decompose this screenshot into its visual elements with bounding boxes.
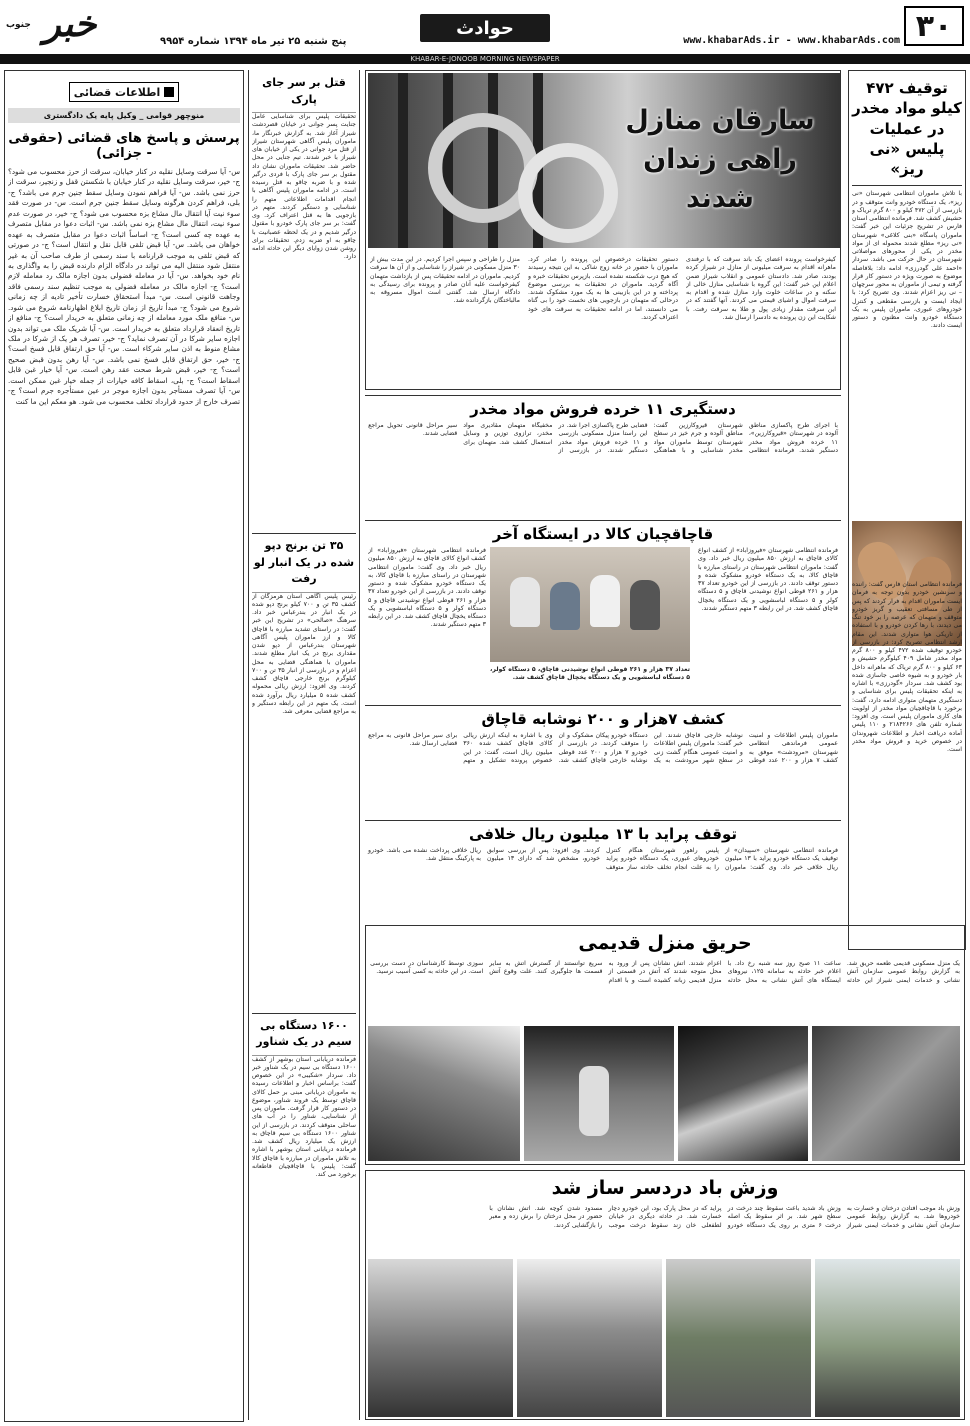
story-fire — [365, 925, 965, 1165]
newspaper-logo — [6, 6, 146, 44]
parking-murder-body: تحقیقات پلیس برای شناسایی عامل جنایت پسر جوانی در خیابان قصردشت شیراز آغاز شد. به گزارش خبرنگار ما، ماموران پلیس آگاهی شهرستان شیراز از قتل مرد جوانی در یکی از خیابان های شیراز با خبر شدند. تیم جنایی در محل حاضر شد. تحقیقات ماموران نشان داد مقتول بر سر جای پارک با فردی درگیر شده و با ضربه چاقو به قتل رسیده است. در ادامه ماموران پلیس آگاهی با انجام اقدامات اطلاعاتی متهم را شناسایی و دستگیر کردند. متهم در بازجویی ها به قتل اعتراف کرد. وی گفت: بر سر جای پارک خودرو با مقتول درگیر شدیم و در یک لحظه عصبانیت با چاقو به او ضربه زدم. تحقیقات برای روشن شدن زوایای دیگر این حادثه ادامه دارد. — [252, 113, 356, 261]
legal-column — [4, 70, 244, 1422]
right-column — [848, 70, 966, 950]
rice-seizure-headline: ۳۵ تن برنج دپو شده در یک انبار لو رفت — [252, 533, 356, 593]
masthead-banner: KHABAR-E-JONOOB MORNING NEWSPAPER — [0, 54, 970, 64]
story-fire-body: یک منزل مسکونی قدیمی طعمه حریق شد. به گزارش روابط عمومی سازمان آتش نشانی و خدمات ایمنی شیراز این حادثه ساعت ۱۱ صبح روز سه شنبه رخ داد. با اعلام خبر حادثه به سامانه ۱۲۵، نیروهای ایستگاه های آتش نشانی به محل حادثه اعزام شدند. آتش نشانان پس از ورود به محل متوجه شدند که آتش در قسمتی از منزل قدیمی زبانه کشیده است و با اقدام سریع توانستند از گسترش آتش به سایر قسمت ها جلوگیری کنند. علت وقوع آتش سوزی توسط کارشناسان در دست بررسی است. در این حادثه به کسی آسیب نرسید. — [370, 960, 960, 984]
right-column-headline: توقیف ۴۷۲ کیلو مواد مخدر در عملیات پلیس «نی ریز» — [852, 74, 962, 186]
story-smugglers-body-2: فرمانده انتظامی شهرستان «فیروزآباد» از کشف انواع کالای قاچاق به ارزش ۸۵۰ میلیون ریال خبر داد. وی گفت: ماموران انتظامی شهرستان در راستای مبارزه با قاچاق کالا، به یک دستگاه خودرو مشکوک شده و دستور توقف دادند. در بازرسی از این خودرو تعداد ۳۷ هزار و ۲۶۱ قوطی انواع نوشیدنی قاچاق و ۵ دستگاه کولر و ۵ دستگاه لباسشویی و یک دستگاه یخچال قاچاق کشف شد. در این رابطه ۳ متهم دستگیر شدند. — [368, 547, 486, 629]
legal-banner-icon — [164, 87, 174, 97]
story-smugglers-headline: قاچاقچیان کالا در ایستگاه آخر — [492, 525, 714, 543]
legal-banner-label: اطلاعات قضائی — [73, 85, 161, 99]
story-smugglers-body: فرمانده انتظامی شهرستان «فیروزآباد» از کشف انواع کالای قاچاق به ارزش ۸۵۰ میلیون ریال خبر داد. وی گفت: ماموران انتظامی شهرستان در راستای مبارزه با قاچاق کالا، به یک دستگاه خودرو مشکوک شده و دستور توقف دادند. در بازرسی از این خودرو تعداد ۳۷ هزار و ۲۶۱ قوطی انواع نوشیدنی قاچاق و ۵ دستگاه کولر و ۵ دستگاه لباسشویی و یک دستگاه یخچال قاچاق کشف شد. در این رابطه ۳ متهم دستگیر شدند. — [698, 547, 838, 612]
fire-photo-1 — [812, 1026, 960, 1161]
story-pride-body: فرمانده انتظامی شهرستان «سپیدان» از توقیف یک دستگاه خودرو پراید با ۱۳ میلیون ریال خلافی خبر داد. وی گفت: ماموران پلیس راهور شهرستان هنگام کنترل خودروهای عبوری، یک دستگاه خودرو پراید را به علت انجام تخلف حادثه ساز متوقف کردند. وی افزود: پس از بررسی سوابق خودرو، مشخص شد که دارای ۱۳ میلیون ریال خلافی پرداخت نشده می باشد. خودرو به پارکینگ منتقل شد. — [368, 847, 838, 871]
dateline: پنج شنبه ۲۵ تیر ماه ۱۳۹۴ شماره ۹۹۵۴ — [160, 36, 347, 47]
wind-photo-1 — [815, 1259, 960, 1417]
story-pride — [365, 820, 841, 920]
smugglers-photo-caption: تعداد ۳۷ هزار و ۲۶۱ قوطی انواع نوشیدنی قاچاق، ۵ دستگاه کولر، ۵ دستگاه لباسشویی و یک دستگاه یخچال قاچاق کشف شد. — [490, 666, 690, 682]
rice-seizure-body: رئیس پلیس آگاهی استان هرمزگان از کشف ۳۵ تن و ۷۰۰ کیلو برنج دپو شده در یک انبار در بندرعباس خبر داد. سرهنگ «صالحی» در تشریح این خبر گفت: در راستای تشدید مبارزه با قاچاق کالا و ارز ماموران پلیس آگاهی شهرستان بندرعباس از دپو شدن مقداری برنج در یک انبار مطلع شدند. ماموران با هماهنگی قضایی به محل اعزام و در بازرسی از انبار ۳۵ تن و ۷۰۰ کیلوگرم برنج خارجی قاچاق کشف کردند. وی افزود: ارزش ریالی محموله کشف شده ۵ میلیارد ریال برآورد شده است. یک متهم در این رابطه دستگیر و به مراجع قضایی معرفی شد. — [252, 592, 356, 715]
right-column-body-1: با تلاش مأموران انتظامی شهرستان «نی ریز»، یک دستگاه خودرو وانت متوقف و در بازرسی از آن ۴۷۲ کیلو و ۸۰۰ گرم تریاک و حشیش کشف شد. فرمانده انتظامی استان فارس در تشریح جزئیات این خبر گفت: ماموران پاسگاه «بنی کلاغی» شهرستان «نی ریز» مطلع شدند محموله ای از مواد مخدر در یکی از محورهای مواصلاتی شهرستان در حال حرکت می باشد. سردار «احمد علی گودرزی» ادامه داد: بلافاصله موضوع به صورت ویژه در دستور کار قرار گرفته و تیمی از ماموران به محور سرچهان – نی ریز اعزام شدند. وی تصریح کرد: با ایجاد ایست و بازرسی مقطعی و کنترل خودروهای عبوری، ماموران پلیس به یک دستگاه خودرو وانت مظنون و دستور ایست دادند. — [852, 190, 962, 330]
page-number: ۳۰ — [904, 6, 964, 46]
top-story-col-2: دستور تحقیقات درخصوص این پرونده را صادر کرد. ماموران با حضور در خانه زوج شاکی به این نتیجه رسیدند که هیچ درب شکسته نشده است. بازپرس تحقیقات خبره و آگاه گردید. ماموران در تحقیقات به بررسی موضوع پرداخته و در این بازبینی ها به یک مورد مشکوک شدند. درحالی که متهمان در بازجویی های نخست خود را بی گناه می دانستند، اما در ادامه تحقیقات به سرقت های خود اعتراف کردند. — [528, 256, 678, 321]
wind-photo-3 — [517, 1259, 662, 1417]
website-urls: www.khabarAds.ir - www.khabarAds.com — [683, 35, 900, 46]
story-drinks-body: ماموران پلیس اطلاعات و امنیت عمومی فرماندهی انتظامی شهرستان «مرودشت» موفق به کشف ۷ هزار و ۲۰۰ عدد قوطی نوشابه خارجی قاچاق شدند. این خبر گفت: ماموران پلیس اطلاعات و امنیت عمومی هنگام گشت زنی در سطح شهر مرودشت به یک دستگاه خودرو پیکان مشکوک و آن را متوقف کردند. در بازرسی از خودرو ۷ هزار و ۲۰۰ عدد قوطی نوشابه خارجی قاچاق کشف شد. وی با اشاره به اینکه ارزش ریالی کالای قاچاق کشف شده ۳۶۰ میلیون ریال است، گفت: در این خصوص پرونده تشکیل و متهم برای سیر مراحل قانونی به مراجع قضایی ارسال شد. — [368, 732, 838, 764]
top-story-col-1: کیفرخواست پرونده اعضای یک باند سرقت که با ترفندی ماهرانه اقدام به سرقت میلیونی از منازل در شیراز کرده بودند، صادر شد. دادستان عمومی و انقلاب شیراز ضمن اعلام این خبر گفت: این گروه با شناسایی منازل خالی از سکنه و در ساعات خلوت وارد منازل شده و اقدام به سرقت اموال و اشیای قیمتی می کردند. آنها گفتند که در این سرقت مقدار زیادی پول و طلا به سرقت رفت. با شکایت این زن پرونده به دادسرا ارسال شد. — [686, 256, 836, 321]
logo-subtext: جنوب — [6, 20, 31, 30]
legal-title: پرسش و پاسخ های قضائی (حقوقی - جزائی) — [8, 131, 240, 161]
wind-photo-4 — [368, 1259, 513, 1417]
story-drug-dealers-body: با اجرای طرح پاکسازی مناطق آلوده در شهرستان «قیروکارزین»، ۱۱ خرده فروش مواد مخدر دستگیر شدند. فرمانده انتظامی شهرستان قیروکارزین گفت: مناطق آلوده و جرم خیز در سطح شهرستان توسط ماموران مواد مخدر شناسایی و با هماهنگی قضایی طرح پاکسازی اجرا شد. در این راستا منزل مسکونی بازرسی و ۱۱ خرده فروش مواد مخدر دستگیر شدند. در بازرسی از مخفیگاه متهمان مقادیری مواد مخدر، ترازوی توزین و وسایل استعمال کشف شد. متهمان برای سیر مراحل قانونی تحویل مراجع قضایی شدند. — [368, 422, 838, 454]
parking-murder-headline: قتل بر سر جای پارک — [252, 73, 356, 113]
middle-column — [248, 70, 360, 1420]
top-story-col-3: منزل را طراحی و سپس اجرا کردیم. در این مدت بیش از ۳۰ منزل مسکونی در شیراز را شناسایی و از آن ها سرقت کردیم. ماموران در ادامه تحقیقات پس از بازداشت متهمان کیفرخواست علیه آنان صادر و پرونده برای رسیدگی به دادگاه ارسال شد. گفتنی است اموال مسروقه به مالباختگان بازگردانده شد. — [370, 256, 520, 305]
radios-body: فرمانده دریابانی استان بوشهر از کشف ۱۶۰۰ دستگاه بی سیم در یک شناور خبر داد. سردار «شکیبی» در این خصوص گفت: براساس اخبار و اطلاعات رسیده به ماموران دریابانی مبنی بر حمل کالای قاچاق توسط یک فروند شناور، موضوع در دستور کار قرار گرفت. ماموران پس از شناسایی، شناور را در آب های ساحلی متوقف کردند. در بازرسی از این شناور ۱۶۰۰ دستگاه بی سیم قاچاق به ارزش یک میلیارد ریال کشف شد. فرمانده دریابانی استان بوشهر با اشاره به تلاش ماموران در مبارزه با قاچاق کالا گفت: پلیس با قاچاقچیان قاطعانه برخورد می کند. — [252, 1055, 356, 1178]
legal-author: منوچهر قوامی _ وکیل پایه یک دادگستری — [8, 108, 240, 123]
legal-banner — [69, 82, 179, 102]
fire-photo-4 — [368, 1026, 520, 1161]
story-pride-headline: توقف پراید با ۱۳ میلیون ریال خلافی — [468, 825, 738, 843]
story-wind-body: وزش باد موجب افتادن درختان و خسارت به خودروها شد. به گزارش روابط عمومی سازمان آتش نشانی و خدمات ایمنی شیراز وزش باد شدید باعث سقوط چند درخت در سطح شهر شد. بر اثر سقوط یک اصله درخت ۶ متری بر روی یک دستگاه خودرو پراید که در محل پارک بود، این خودرو دچار خسارت شد. در حادثه دیگری در خیابان لطفعلی خان زند سقوط درخت موجب مسدود شدن کوچه شد. آتش نشانان با حضور در محل درختان را برش زده و معبر را بازگشایی کردند. — [489, 1205, 960, 1229]
story-smugglers — [365, 520, 841, 700]
right-column-body-2: فرمانده انتظامی استان فارس گفت: راننده و سرنشین خودرو بدون توجه به فرمان ایست ماموران اقدام به فرار کردند که پس از طی مسافتی تعقیب و گریز خودرو متوقف و متهمان که عرصه را بر خود تنگ می دیدند، با رها کردن خودرو و با استفاده از تاریکی هوا متواری شدند. این مقام ارشد انتظامی تصریح کرد: در بازرسی از خودرو توقیف شده ۴۷۲ کیلو و ۸۰۰ گرم مواد مخدر شامل ۴۰۹ کیلوگرم حشیش و ۶۳ کیلو و ۸۰۰ گرم تریاک که ماهرانه داخل بار خودرو و به شیوه خاصی جاسازی شده بود کشف شد. سردار «گودرزی» با اشاره به اینکه تحقیقات پلیس برای شناسایی و دستگیری متهمان متواری ادامه دارد، گفت: برخورد با قاچاقچیان مواد مخدر از اولویت های کاری ماموران پلیس است. وی افزود: شماره تلفن های ۲۱۸۴۲۶۶ و ۱۱۰ پلیس آماده دریافت اخبار و اطلاعات شهروندان در خصوص خرید و فروش مواد مخدر است. — [852, 581, 962, 753]
story-drug-dealers — [365, 395, 841, 515]
story-drinks — [365, 705, 841, 815]
radios-headline: ۱۶۰۰ دستگاه بی سیم در یک شناور — [252, 1013, 356, 1056]
story-drinks-headline: کشف ۷هزار و ۲۰۰ نوشابه قاچاق — [481, 710, 725, 728]
fire-photo-2 — [678, 1026, 808, 1161]
wind-photo-2 — [666, 1259, 811, 1417]
story-wind — [365, 1170, 965, 1420]
logo-text: خبر — [43, 4, 97, 45]
top-story-headline: سارقان منازل راهی زندان شدند — [625, 105, 815, 215]
section-title: حوادث — [420, 14, 550, 42]
story-drug-dealers-headline: دستگیری ۱۱ خرده فروش مواد مخدر — [470, 400, 736, 418]
top-story — [365, 70, 841, 390]
story-fire-headline: حریق منزل قدیمی — [578, 932, 752, 954]
fire-photo-3 — [524, 1026, 674, 1161]
legal-body: س- آیا سرقت وسایل نقلیه در کنار خیابان، سرقت از حرز محسوب می شود؟ ج- خیر، سرقت وسایل نقلیه در کنار خیابان با شکستن قفل و زنجیر، سرقت از حرز نمی باشد. س- آیا فراهم نمودن وسایل سقط جنین جرم می باشد؟ ج- بلی، فراهم کردن هرگونه وسایل سقط جنین جرم است. س- در صورت فقد سوء نیت آیا انتقال مال مشاع بزه محسوب می شود؟ ج- خیر، در صورت عدم سوء نیت، انتقال مال مشاع بزه نمی باشد. س- اثبات دعوا در مقابل متصرف به عهده چه کسی است؟ ج- اساساً اثبات دعوا در مقابل متصرف به عهده خواهان می باشد. س- آیا قبض تلقی قابل نقل و انتقال است؟ ج- در صورتی که قبض تلقی به موجب قرارنامه با سند رسمی از طرف صاحب آن به غیر منتقل شود منتقل الیه می تواند در دادگاه الزام دارنده قبض را به واگذاری به نام خود بخواهد. س- آیا در معامله فضولی بدون اجازه مالک رد معامله لازم است؟ ج- اجازه مالک در معامله فضولی به موجب تنظیم سند رسمی فاقد وجاهت قانونی است. س- مبدأ استحقاق خسارت تأخیر تادیه از چه زمانی شروع می شود؟ ج- مبدأ تاریخ از زمان تاریخ ابلاغ اظهارنامه شروع می شود. س- منافع ملک مورد معامله از چه زمانی متعلق به خریدار است؟ ج- منافع از تاریخ انعقاد قرارداد متعلق به خریدار است. س- آیا شریک ملک می تواند بدون اجازه سایر شرکا در آن تصرف نماید؟ ج- خیر، تصرف هر یک از شرکا در ملک مشاع منوط به اذن سایر شرکاء است. س- آیا حق ارتفاق قابل فسخ است؟ ج- خیر، حق ارتفاق قابل فسخ نمی باشد. س- آیا رهن بدون قبض صحیح است؟ ج- خیر، قبض شرط صحت عقد رهن است. س- آیا خیار غبن قابل اسقاط است؟ ج- بلی، اسقاط کافه خیارات از جمله خیار غبن ممکن است. س- آیا تصرف مستأجر بدون اجازه موجر در عین مستأجره جرم است؟ ج- تصرف خارج از حدود قرارداد تخلف محسوب می شود. هو معکم این ما کنت — [8, 167, 240, 406]
story-wind-headline: وزش باد دردسر ساز شد — [551, 1177, 779, 1199]
smugglers-photo — [490, 547, 690, 662]
